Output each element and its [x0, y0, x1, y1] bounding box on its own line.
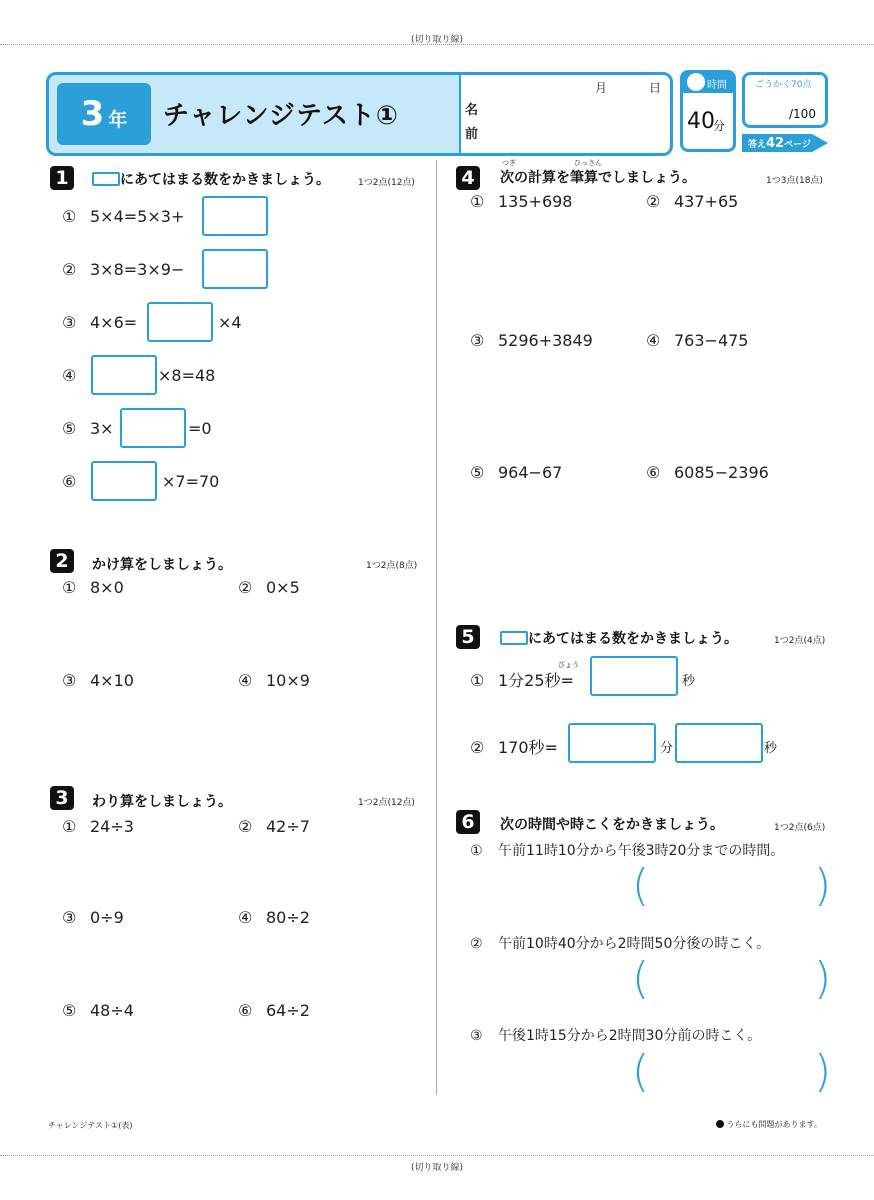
q-text: 午前11時10分から午後3時20分までの時間。 — [498, 843, 785, 859]
q-text: 0×5 — [266, 578, 300, 597]
ruby-byou: びょう — [558, 661, 579, 669]
cut-line-label-bottom: (切り取り線) — [410, 1163, 464, 1173]
q6-3 — [470, 1025, 761, 1045]
section-title-1-text: にあてはまる数をかきましょう。 — [120, 172, 330, 188]
q-mark: ③ — [62, 313, 77, 332]
q-text: 午後1時15分から2時間30分前の時こく。 — [498, 1028, 762, 1044]
q3-6 — [238, 1001, 310, 1020]
q1-2 — [62, 260, 184, 279]
q1-5 — [62, 419, 114, 438]
q-mark: ② — [238, 817, 253, 836]
q-mark: ④ — [238, 908, 253, 927]
q-mark: ③ — [62, 908, 77, 927]
q-mark: ⑤ — [470, 463, 485, 482]
blank-box-symbol — [500, 631, 528, 645]
q-text: 964−67 — [498, 463, 563, 482]
blank-box-symbol — [92, 172, 120, 186]
section-title-4: 次の計算を筆算でしましょう。 — [500, 170, 696, 186]
section-number-3: 3 — [50, 786, 74, 810]
answer-box-5-1[interactable] — [590, 656, 678, 696]
q1-6-tail: ×7=70 — [162, 472, 220, 491]
q6-2 — [470, 933, 770, 953]
q-mark: ① — [470, 843, 483, 859]
section-title-6: 次の時間や時こくをかきましょう。 — [500, 817, 724, 833]
test-header — [46, 72, 673, 156]
q-text: 80÷2 — [266, 908, 310, 927]
section-number-2: 2 — [50, 549, 74, 573]
q3-3 — [62, 908, 124, 927]
section-title-2: かけ算をしましょう。 — [92, 557, 232, 573]
q4-5 — [470, 463, 562, 482]
q1-4-tail: ×8=48 — [158, 366, 216, 385]
answer-prefix: 答え — [748, 140, 767, 150]
q2-3 — [62, 671, 134, 690]
pass-label: ごうかく70点 — [755, 80, 812, 90]
section-number-6: 6 — [456, 810, 480, 834]
time-header — [683, 73, 733, 93]
q-mark: ② — [470, 936, 483, 952]
section-number-4: 4 — [456, 166, 480, 190]
q2-4 — [238, 671, 310, 690]
section-points-2: 1つ2点(8点) — [366, 561, 418, 571]
q-text: 437+65 — [674, 192, 739, 211]
section-points-1: 1つ2点(12点) — [358, 178, 415, 188]
answer-box-1-5[interactable] — [120, 408, 186, 448]
q1-3 — [62, 313, 137, 332]
q-mark: ② — [62, 260, 77, 279]
footer-left: チャレンジテスト①(表) — [48, 1121, 133, 1130]
q2-2 — [238, 578, 300, 597]
q-mark: ④ — [238, 671, 253, 690]
footer-right-text: うらにも問題があります。 — [726, 1120, 822, 1129]
answer-field-6-3[interactable] — [650, 1054, 810, 1094]
q-text: 48÷4 — [90, 1001, 134, 1020]
q6-1 — [470, 840, 784, 860]
q1-3-tail: ×4 — [218, 313, 242, 332]
answer-box-5-2b[interactable] — [675, 723, 763, 763]
q-text: 135+698 — [498, 192, 573, 211]
answer-box-1-3[interactable] — [147, 302, 213, 342]
q3-2 — [238, 817, 310, 836]
section-title-1 — [92, 169, 330, 189]
section-points-3: 1つ2点(12点) — [358, 798, 415, 808]
q-text: 5×4=5×3+ — [90, 207, 185, 226]
cut-line-label-top: (切り取り線) — [410, 35, 464, 45]
section-points-5: 1つ2点(4点) — [774, 636, 826, 646]
q-text: 4×10 — [90, 671, 134, 690]
q-mark: ⑥ — [238, 1001, 253, 1020]
column-divider — [436, 160, 437, 1095]
clock-icon — [685, 71, 707, 93]
section-title-5-text: にあてはまる数をかきましょう。 — [528, 631, 738, 647]
answer-box-1-2[interactable] — [202, 249, 268, 289]
q-text: 1分25秒= — [498, 671, 574, 690]
q5-2 — [470, 735, 558, 758]
q5-1 — [470, 668, 574, 691]
q4-3 — [470, 331, 593, 350]
q-text: 24÷3 — [90, 817, 134, 836]
q-mark: ① — [470, 671, 485, 690]
paren-close-6-3: ) — [814, 1046, 832, 1097]
name-label-2: 前 — [465, 127, 479, 142]
time-label: 時間 — [707, 80, 727, 91]
q-text: 10×9 — [266, 671, 310, 690]
q-mark: ③ — [470, 1028, 483, 1044]
q3-4 — [238, 908, 310, 927]
paren-open-6-3: ( — [632, 1046, 650, 1097]
q-mark: ③ — [62, 671, 77, 690]
q4-2 — [646, 192, 738, 211]
section-number-1: 1 — [50, 166, 74, 190]
q-text: 0÷9 — [90, 908, 124, 927]
q-text: 4×6= — [90, 313, 138, 332]
q-text: 170秒= — [498, 738, 558, 757]
q-mark: ② — [238, 578, 253, 597]
name-input[interactable] — [487, 99, 667, 145]
q-mark: ① — [62, 578, 77, 597]
answer-page-number: 42 — [766, 136, 785, 151]
q4-1 — [470, 192, 572, 211]
q-text: 3× — [90, 419, 114, 438]
q-mark: ① — [62, 817, 77, 836]
time-unit: 分 — [713, 119, 726, 133]
answer-suffix: ページ — [784, 140, 811, 150]
q-mark: ④ — [646, 331, 661, 350]
q-text: 午前10時40分から2時間50分後の時こく。 — [498, 936, 771, 952]
section-points-4: 1つ3点(18点) — [766, 176, 823, 186]
grade-suffix: 年 — [108, 108, 128, 131]
q3-1 — [62, 817, 134, 836]
month-label: 月 — [595, 81, 608, 95]
name-label-1: 名 — [465, 103, 479, 118]
grade-number: 3 — [80, 94, 105, 134]
q-mark: ④ — [62, 366, 77, 385]
q-mark: ② — [470, 738, 485, 757]
paren-open-6-2: ( — [632, 953, 650, 1004]
ruby-hissan: ひっさん — [574, 159, 602, 167]
q-text: 42÷7 — [266, 817, 310, 836]
answer-field-6-2[interactable] — [650, 961, 810, 1001]
q-text: 763−475 — [674, 331, 749, 350]
answer-box-1-1[interactable] — [202, 196, 268, 236]
q1-5-tail: =0 — [188, 419, 212, 438]
answer-page-link[interactable] — [748, 136, 811, 151]
q-text: 8×0 — [90, 578, 124, 597]
q-mark: ② — [646, 192, 661, 211]
ruby-tsugi: つぎ — [502, 159, 516, 167]
footer-right — [716, 1119, 822, 1130]
section-title-5 — [500, 628, 738, 648]
score-box — [742, 72, 828, 128]
q-mark: ⑤ — [62, 1001, 77, 1020]
q2-1 — [62, 578, 124, 597]
answer-box-5-2a[interactable] — [568, 723, 656, 763]
unit-5-2b: 秒 — [764, 741, 778, 756]
q1-1 — [62, 207, 184, 226]
unit-5-1: 秒 — [682, 674, 696, 689]
q4-6 — [646, 463, 769, 482]
q-text: 6085−2396 — [674, 463, 769, 482]
turn-page-icon — [716, 1120, 724, 1128]
cut-line-top — [0, 44, 874, 45]
q-text: 5296+3849 — [498, 331, 593, 350]
grade-badge — [57, 83, 151, 145]
section-number-5: 5 — [456, 625, 480, 649]
q-mark: ③ — [470, 331, 485, 350]
q-mark: ⑥ — [62, 472, 77, 491]
q-mark: ① — [470, 192, 485, 211]
section-points-6: 1つ2点(6点) — [774, 823, 826, 833]
q-text: 3×8=3×9− — [90, 260, 185, 279]
unit-5-2a: 分 — [660, 741, 674, 756]
page-title: チャレンジテスト① — [163, 101, 399, 131]
day-label: 日 — [649, 81, 662, 95]
time-box — [680, 70, 736, 152]
cut-line-bottom — [0, 1155, 874, 1156]
paren-open-6-1: ( — [632, 860, 650, 911]
q1-6 — [62, 472, 90, 491]
answer-field-6-1[interactable] — [650, 868, 810, 908]
paren-close-6-2: ) — [814, 953, 832, 1004]
paren-close-6-1: ) — [814, 860, 832, 911]
score-max: /100 — [789, 107, 816, 121]
time-number: 40 — [687, 109, 715, 134]
section-title-3: わり算をしましょう。 — [92, 794, 232, 810]
q-mark: ⑤ — [62, 419, 77, 438]
q-mark: ⑥ — [646, 463, 661, 482]
answer-box-1-6[interactable] — [91, 461, 157, 501]
q3-5 — [62, 1001, 134, 1020]
q1-4 — [62, 366, 90, 385]
q-text: 64÷2 — [266, 1001, 310, 1020]
answer-box-1-4[interactable] — [91, 355, 157, 395]
name-date-box — [459, 75, 673, 153]
q4-4 — [646, 331, 748, 350]
q-mark: ① — [62, 207, 77, 226]
